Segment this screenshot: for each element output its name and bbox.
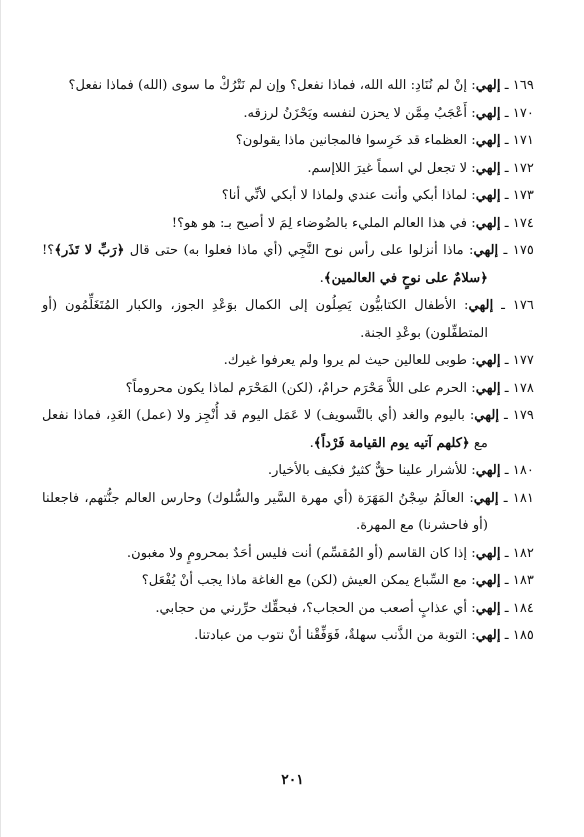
entry-text: : أَعْجَبُ مِمَّن لا يحزن لنفسه ويَحْزَنُ لرزقه. (243, 105, 476, 121)
entry-label: إلهي (475, 188, 501, 203)
entry-number: ١٧٣ (512, 188, 534, 203)
entry-label: إلهي (475, 353, 501, 368)
page-number: ٢٠١ (281, 772, 304, 788)
entry-text: : إنْ لم نُنَادِ: الله الله، فماذا نفعل؟ وإن لم نَتْرُكْ ما سوى (الله) فماذا نفعل؟ (68, 78, 476, 93)
aphorism-entry: ١٨٣ ـ إلهي: مع السِّباع يمكن العيش (لكن) مع الغاغة ماذا يجب أنْ يُفْعَل؟ (141, 573, 534, 588)
entry-label: إلهي (475, 600, 501, 616)
entry-number: ١٨١ (512, 490, 534, 506)
entry-label: إلهي (468, 298, 494, 313)
entry-text: : الأطفال الكتابيُّون يَصِلُون إلى الكمال بوَعْدِ الجوز، والكبار المُتَغَلِّمُون (أو المتطفِّلون) بوعْدِ الجنة. (42, 298, 488, 341)
entry-number: ١٨٥ (512, 628, 534, 643)
entry-number: ١٧١ (512, 133, 534, 148)
entry-text: : الحرم على اللاَّ مَحْرَم حرامٌ، (لكن) المَحْرَم لماذا يكون محروماً؟ (125, 380, 476, 396)
quran-quote: ﴿سلامٌ على نوحٍ في العالمين﴾ (323, 270, 488, 286)
aphorism-entry: ١٧٤ ـ إلهي: في هذا العالم المليء بالضُوضاء لِمَ لا أصيح بـ: هو هو؟! (171, 215, 534, 231)
entry-text: : في هذا العالم المليء بالضُوضاء لِمَ لا أصيح بـ: هو هو؟! (171, 215, 476, 231)
entry-label: إلهي (474, 408, 500, 423)
entry-text: : طوبى للعالين حيث لم يروا ولم يعرفوا غيرك. (223, 353, 476, 368)
entry-text: : لا تجعل لي اسماً غيرَ اللاإسم. (307, 160, 476, 176)
entry-label: إلهي (475, 105, 501, 121)
aphorism-entry: ١٧٥ ـ إلهي: ماذا أنزلوا على رأس نوح النَّجِي (أي ماذا فعلوا به) حتى قال ﴿رَبِّ لا تَذَر﴾؟! ﴿سلامٌ على نوحٍ في العالمين﴾. (42, 243, 534, 286)
entry-text: : التوبة من الذَّنب سهلةٌ، فَوَفِّقْنا أنْ نتوب من عبادتنا. (194, 628, 476, 643)
aphorism-entry: ١٨٤ ـ إلهي: أي عذابٍ أصعب من الحجاب؟، فبحقِّك حرِّرني من حجابي. (155, 600, 534, 616)
aphorism-list (42, 72, 534, 650)
entry-text: : العالَمُ سِجْنُ المَهَرَة (أي مهرة السَّير والسُّلوك) وحارس العالم جنُّتهم، فاجعلنا (أو فاحشرنا) مع المهرة. (42, 490, 488, 533)
entry-number: ١٨٣ (512, 573, 534, 588)
entry-number: ١٧٨ (512, 380, 534, 396)
aphorism-entry: ١٨٥ ـ إلهي: التوبة من الذَّنب سهلةٌ، فَوَفِّقْنا أنْ نتوب من عبادتنا. (194, 628, 534, 643)
entry-label: إلهي (473, 243, 499, 258)
aphorism-entry: ١٧٠ ـ إلهي: أَعْجَبُ مِمَّن لا يحزن لنفسه ويَحْزَنُ لرزقه. (243, 105, 534, 121)
aphorism-entry: ١٧٧ ـ إلهي: طوبى للعالين حيث لم يروا ولم يعرفوا غيرك. (223, 353, 534, 368)
entry-text: : لماذا أبكي وأنت عندي ولماذا لا أبكي لأنِّي أنا؟ (221, 188, 476, 203)
entry-number: ١٧٦ (512, 298, 535, 313)
entry-text: : للأشرار علينا حقٌّ كثيرٌ فكيف بالأخيار. (267, 463, 476, 478)
entry-number: ١٧٥ (512, 243, 534, 258)
aphorism-entry: ١٧٢ ـ إلهي: لا تجعل لي اسماً غيرَ اللاإسم. (307, 160, 534, 176)
entry-label: إلهي (475, 160, 501, 176)
entry-label: إلهي (475, 78, 501, 93)
entry-label: إلهي (475, 380, 501, 396)
entry-label: إلهي (475, 545, 501, 561)
entry-number: ١٧٤ (512, 215, 534, 231)
entry-number: ١٧٩ (512, 408, 534, 423)
aphorism-entry: ١٨١ ـ إلهي: العالَمُ سِجْنُ المَهَرَة (أي مهرة السَّير والسُّلوك) وحارس العالم جنُّتهم، فاجعلنا (أو فاحشرنا) مع المهرة. (42, 490, 534, 533)
entry-text: : إذا كان القاسم (أو المُقسِّم) أنت فليس أحَدٌ بمحرومٍ ولا مغبون. (126, 545, 476, 561)
entry-label: إلهي (475, 628, 501, 643)
aphorism-entry: ١٧٣ ـ إلهي: لماذا أبكي وأنت عندي ولماذا لا أبكي لأنِّي أنا؟ (221, 188, 534, 203)
aphorism-entry: ١٨٢ ـ إلهي: إذا كان القاسم (أو المُقسِّم) أنت فليس أحَدٌ بمحرومٍ ولا مغبون. (126, 545, 534, 561)
entry-text: . (309, 435, 314, 451)
aphorism-entry: ١٧٦ ـ إلهي: الأطفال الكتابيُّون يَصِلُون إلى الكمال بوَعْدِ الجوز، والكبار المُتَغَلِّمُون (أو المتطفِّلون) بوعْدِ الجنة. (42, 298, 535, 341)
quran-quote: ﴿رَبِّ لا تَذَر﴾ (54, 243, 125, 258)
aphorism-entry: ١٦٩ ـ إلهي: إنْ لم نُنَادِ: الله الله، فماذا نفعل؟ وإن لم نَتْرُكْ ما سوى (الله) فماذا نفعل؟ (68, 78, 534, 93)
entry-label: إلهي (475, 133, 501, 148)
entry-number: ١٨٠ (512, 463, 534, 478)
aphorism-entry: ١٨٠ ـ إلهي: للأشرار علينا حقٌّ كثيرٌ فكيف بالأخيار. (267, 463, 534, 478)
entry-number: ١٧٠ (512, 105, 534, 121)
entry-label: إلهي (475, 463, 501, 478)
entry-text: : باليوم والغد (أي بالتَّسويف) لا عَمَل اليوم قد أُنْجِز ولا (عمل) الغَدِ، فماذا نفعل مع (42, 408, 488, 451)
quran-quote: ﴿كلهم آتيه يوم القيامة فَرْداً﴾ (313, 435, 470, 451)
aphorism-entry: ١٧١ ـ إلهي: العظماء قد خَرِسوا فالمجانين ماذا يقولون؟ (235, 133, 534, 148)
entry-text: ؟! (42, 243, 55, 258)
entry-label: إلهي (473, 490, 499, 506)
entry-number: ١٦٩ (512, 78, 534, 93)
entry-number: ١٨٢ (512, 545, 534, 561)
entry-text: : ماذا أنزلوا على رأس نوح النَّجِي (أي ماذا فعلوا به) حتى قال (124, 243, 474, 258)
aphorism-entry: ١٧٨ ـ إلهي: الحرم على اللاَّ مَحْرَم حرامٌ، (لكن) المَحْرَم لماذا يكون محروماً؟ (125, 380, 534, 396)
entry-number: ١٧٧ (512, 353, 534, 368)
entry-number: ١٨٤ (512, 600, 534, 616)
entry-text: . (319, 270, 324, 286)
aphorism-entry: ١٧٩ ـ إلهي: باليوم والغد (أي بالتَّسويف) لا عَمَل اليوم قد أُنْجِز ولا (عمل) الغَدِ، فماذا نفعل مع ﴿كلهم آتيه يوم القيامة فَرْداً﴾. (42, 408, 534, 451)
entry-text: : مع السِّباع يمكن العيش (لكن) مع الغاغة ماذا يجب أنْ يُفْعَل؟ (141, 573, 476, 588)
entry-number: ١٧٢ (512, 160, 534, 176)
entry-label: إلهي (475, 573, 501, 588)
entry-label: إلهي (475, 215, 501, 231)
entry-text: : أي عذابٍ أصعب من الحجاب؟، فبحقِّك حرِّرني من حجابي. (155, 600, 476, 616)
entry-text: : العظماء قد خَرِسوا فالمجانين ماذا يقولون؟ (235, 133, 476, 148)
